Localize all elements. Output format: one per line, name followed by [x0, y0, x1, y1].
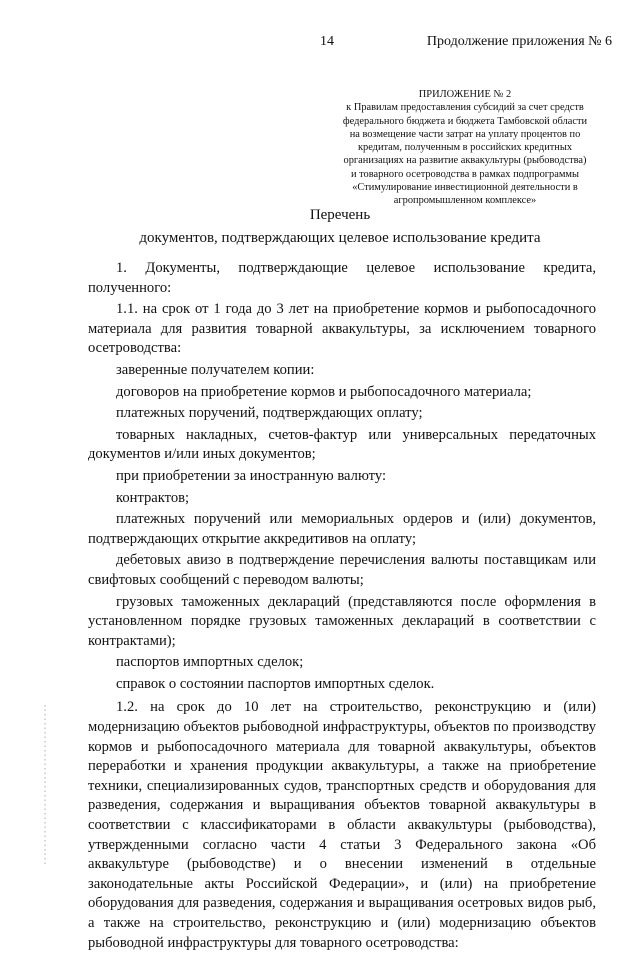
continuation-label: Продолжение приложения № 6 — [426, 34, 612, 49]
title-line-2: документов, подтверждающих целевое использование кредита — [139, 230, 541, 246]
appendix-line: федерального бюджета и бюджета Тамбовской области — [342, 115, 588, 127]
paragraph: заверенные получателем копии: — [116, 361, 315, 378]
paragraph: договоров на приобретение кормов и рыбопосадочного материала; — [116, 383, 532, 400]
paragraph: справок о состоянии паспортов импортных сделок. — [116, 675, 435, 692]
paragraph: товарных накладных, счетов-фактур или универсальных передаточных документов и/или иных документов; — [88, 426, 596, 463]
appendix-line: агропромышленном комплексе» — [393, 195, 537, 207]
paragraph: грузовых таможенных деклараций (представляются после оформления в установленном порядке грузовых таможенных деклараций в соответствии с контрактами); — [88, 593, 596, 649]
paragraph: дебетовых авизо в подтверждение перечисления валюты поставщикам или свифтовых сообщений с переводом валюты; — [88, 552, 596, 588]
appendix-line: к Правилам предоставления субсидий за счет средств — [346, 102, 584, 114]
title-line-1: Перечень — [309, 207, 371, 223]
paragraph: 1. Документы, подтверждающие целевое использование кредита, полученного: — [88, 260, 596, 296]
appendix-line: на возмещение части затрат на уплату процентов по — [349, 128, 581, 140]
paragraph: 1.1. на срок от 1 года до 3 лет на приобретение кормов и рыбопосадочного материала для развития товарной аквакультуры, за исключением товарного осетроводства: — [88, 301, 596, 357]
paragraph: паспортов импортных сделок; — [116, 654, 304, 671]
appendix-header — [325, 88, 605, 208]
paragraph: контрактов; — [116, 489, 190, 506]
document-body — [88, 259, 596, 953]
paragraph: 1.2. на срок до 10 лет на строительство, реконструкцию и (или) модернизацию объектов рыбоводной инфраструктуры, объектов по производству кормов и рыбопосадочного материала для товарной аквакультуры, объектов переработки и хранения продукции аквакультуры, а также на приобретение техники, специализированных судов, транспортных средств и оборудования для разведения, содержания и выращивания объектов товарной аквакультуры в соответствии с классификаторами в области аквакультуры (рыбоводства), утвержденными согласно части 4 статьи 3 Федерального закона «Об аквакультуре (рыбоводстве) и о внесении изменений в отдельные законодательные акты Российской Федерации», и (или) на приобретение оборудования для разведения, содержания и выращивания осетровых видов рыб, а также на строительство, реконструкцию и (или) модернизацию объектов рыбоводной инфраструктуры для товарного осетроводства: — [88, 699, 596, 951]
margin-scan-mark — [38, 705, 52, 865]
paragraph: платежных поручений, подтверждающих оплату; — [116, 405, 423, 422]
paragraph: при приобретении за иностранную валюту: — [116, 467, 386, 484]
paragraph: платежных поручений или мемориальных ордеров и (или) документов, подтверждающих открытие аккредитивов на оплату; — [88, 511, 596, 547]
appendix-line: и товарного осетроводства в рамках подпрограммы — [351, 168, 579, 180]
appendix-line: кредитам, полученным в российских кредитных — [357, 142, 573, 154]
page-number: 14 — [320, 34, 334, 49]
appendix-title: ПРИЛОЖЕНИЕ № 2 — [418, 89, 512, 100]
appendix-line: организациях на развитие аквакультуры (рыбоводства) — [343, 155, 587, 167]
document-title — [0, 205, 640, 248]
appendix-line: «Стимулирование инвестиционной деятельности в — [352, 182, 578, 194]
